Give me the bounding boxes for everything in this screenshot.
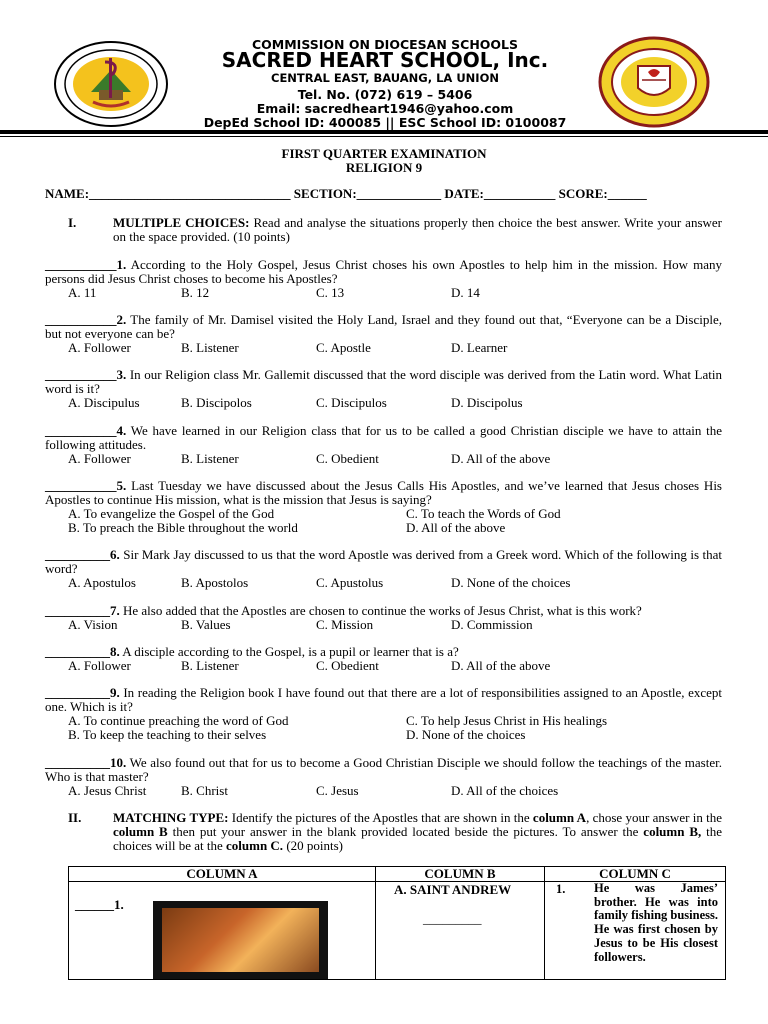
- part2-column-b-2: column B,: [643, 824, 702, 839]
- column-b-choice: A. SAINT ANDREW: [394, 882, 512, 897]
- column-c-description: He was James’ brother. He was into family fishing business. He was first chosen by Jesus to be His closest followers.: [594, 881, 718, 964]
- part2-column-a: column A: [532, 810, 587, 825]
- option-a: A. Follower: [68, 340, 131, 355]
- option-c: C. To teach the Words of God: [406, 506, 561, 521]
- option-c: C. Discipulos: [316, 395, 387, 410]
- question-stem: [45, 313, 722, 341]
- option-c: C. Mission: [316, 617, 374, 632]
- option-d: D. Learner: [451, 340, 508, 355]
- question-number: 7.: [110, 603, 120, 618]
- school-address: CENTRAL EAST, BAUANG, LA UNION: [271, 71, 499, 85]
- apostle-painting-image: [162, 908, 319, 972]
- question-text: We have learned in our Religion class that for us to be called a good Christian disciple we have to attain the following attitudes.: [45, 423, 722, 452]
- options-row: [45, 784, 722, 798]
- question-10: [45, 756, 722, 798]
- answer-blank[interactable]: ___________: [45, 312, 117, 327]
- column-c-header: COLUMN C: [599, 866, 671, 881]
- column-b-blank[interactable]: _________: [423, 911, 482, 926]
- option-a: A. 11: [68, 285, 97, 300]
- option-d: D. All of the above: [451, 451, 551, 466]
- question-text: We also found out that for us to become a Good Christian Disciple we should follow the teachings of the master. Who is that master?: [45, 755, 722, 784]
- school-header: [0, 0, 768, 138]
- header-rule-thick: [0, 130, 768, 134]
- question-7: [45, 604, 722, 632]
- question-number: 1.: [116, 257, 127, 272]
- options-row: [45, 286, 722, 300]
- part2-body-2: , chose your answer in the: [586, 810, 722, 825]
- answer-blank[interactable]: __________: [45, 755, 110, 770]
- column-b-header: COLUMN B: [424, 866, 496, 881]
- option-b: B. Apostolos: [181, 575, 249, 590]
- answer-blank[interactable]: __________: [45, 547, 110, 562]
- option-d: D. All of the choices: [451, 783, 559, 798]
- column-a-header: COLUMN A: [186, 866, 258, 881]
- question-2: [45, 313, 722, 355]
- question-4: [45, 424, 722, 466]
- question-number: 6.: [110, 547, 120, 562]
- question-stem: [45, 686, 722, 714]
- question-stem: [45, 756, 722, 784]
- header-rule-thin: [0, 136, 768, 137]
- option-b: B. Listener: [181, 658, 239, 673]
- option-b: B. Listener: [181, 340, 239, 355]
- option-c: C. 13: [316, 285, 345, 300]
- option-a: A. Follower: [68, 658, 131, 673]
- option-a: A. Apostulos: [68, 575, 136, 590]
- answer-blank[interactable]: __________: [45, 644, 110, 659]
- question-number: 5.: [116, 478, 127, 493]
- option-a: A. Jesus Christ: [68, 783, 147, 798]
- commission-heading: COMMISSION ON DIOCESAN SCHOOLS: [251, 37, 518, 52]
- option-d: D. None of the choices: [406, 727, 526, 742]
- option-c: C. Obedient: [316, 451, 379, 466]
- question-number: 2.: [116, 312, 127, 327]
- options-row: [45, 714, 722, 728]
- matching-table: [68, 866, 726, 980]
- option-a: A. Vision: [68, 617, 118, 632]
- option-b: B. Listener: [181, 451, 239, 466]
- question-6: [45, 548, 722, 590]
- question-3: [45, 368, 722, 410]
- option-b: B. To keep the teaching to their selves: [68, 727, 267, 742]
- option-d: D. All of the above: [451, 658, 551, 673]
- option-b: B. Values: [181, 617, 231, 632]
- part2-numeral: II.: [68, 810, 82, 825]
- part1-text: [113, 216, 722, 244]
- student-info-fields[interactable]: NAME:_______________________________ SECTION:_____________ DATE:___________ SCORE:______: [45, 186, 647, 201]
- question-text: According to the Holy Gospel, Jesus Christ choses his own Apostles to help him in the mission. How many persons did Jesus Christ choses to become his Apostles?: [45, 257, 722, 286]
- part2-text: [113, 811, 722, 853]
- school-telephone: Tel. No. (072) 619 – 5406: [297, 87, 473, 102]
- question-text: Sir Mark Jay discussed to us that the word Apostle was derived from a Greek word. Which of the following is that word?: [45, 547, 722, 576]
- option-b: B. Christ: [181, 783, 228, 798]
- answer-blank[interactable]: ___________: [45, 478, 117, 493]
- question-5: [45, 479, 722, 535]
- option-d: D. None of the choices: [451, 575, 571, 590]
- question-9: [45, 686, 722, 742]
- options-row: [45, 576, 722, 590]
- option-c: C. Apustolus: [316, 575, 384, 590]
- table-divider-ab: [375, 867, 376, 979]
- option-c: C. Obedient: [316, 658, 379, 673]
- options-row: [45, 452, 722, 466]
- question-text: In our Religion class Mr. Gallemit discussed that the word disciple was derived from the Latin word. What Latin word is it?: [45, 367, 722, 396]
- table-divider-bc: [544, 867, 545, 979]
- option-d: D. All of the above: [406, 520, 506, 535]
- option-c: C. To help Jesus Christ in His healings: [406, 713, 608, 728]
- option-b: B. 12: [181, 285, 210, 300]
- question-stem: [45, 479, 722, 507]
- part2-column-b: column B: [113, 824, 168, 839]
- option-d: D. 14: [451, 285, 480, 300]
- options-row: [45, 341, 722, 355]
- answer-blank[interactable]: ___________: [45, 367, 117, 382]
- part2-body-3: then put your answer in the blank provided located beside the pictures. To answer the: [167, 824, 644, 839]
- exam-title: FIRST QUARTER EXAMINATION: [281, 146, 487, 161]
- exam-subject: RELIGION 9: [345, 160, 423, 175]
- school-ids: DepEd School ID: 400085 || ESC School ID: 0100087: [203, 115, 567, 130]
- question-1: [45, 258, 722, 300]
- question-stem: [45, 645, 722, 659]
- question-number: 9.: [110, 685, 120, 700]
- question-number: 8.: [110, 644, 120, 659]
- options-row: [45, 521, 722, 535]
- part1-body: Read and analyse the situations properly then choice the best answer. Write your answer on the space provided. (10 points): [113, 215, 722, 244]
- question-text: He also added that the Apostles are chosen to continue the works of Jesus Christ, what is this work?: [119, 603, 642, 618]
- option-a: A. To evangelize the Gospel of the God: [68, 506, 275, 521]
- part2-column-c: column C.: [226, 838, 284, 853]
- part2-body-4: the choices will be at the: [113, 824, 723, 853]
- option-b: B. To preach the Bible throughout the world: [68, 520, 298, 535]
- answer-blank[interactable]: __________: [45, 685, 110, 700]
- option-b: B. Discipolos: [181, 395, 252, 410]
- question-stem: [45, 258, 722, 286]
- question-stem: [45, 424, 722, 452]
- apostle-painting: [153, 901, 328, 979]
- question-8: [45, 645, 722, 673]
- question-text: In reading the Religion book I have found out that there are a lot of responsibilities assigned to an Apostle, except one. Which is it?: [45, 685, 722, 714]
- question-text: Last Tuesday we have discussed about the Jesus Calls His Apostles, and we’ve learned that Jesus choses His Apostles to continue His mission, what is the mission that Jesus is saying?: [45, 478, 722, 507]
- question-number: 3.: [116, 367, 127, 382]
- option-d: D. Discipolus: [451, 395, 523, 410]
- question-stem: [45, 548, 722, 576]
- option-c: C. Jesus: [316, 783, 359, 798]
- question-text: The family of Mr. Damisel visited the Holy Land, Israel and they found out that, “Everyone can be a Disciple, but not everyone can be?: [45, 312, 722, 341]
- part2-body-5: (20 points): [283, 838, 344, 853]
- answer-blank[interactable]: ___________: [45, 257, 117, 272]
- options-row: [45, 507, 722, 521]
- question-number: 10.: [110, 755, 127, 770]
- option-a: A. Discipulus: [68, 395, 140, 410]
- option-a: A. Follower: [68, 451, 131, 466]
- question-number: 4.: [116, 423, 127, 438]
- part2-heading: MATCHING TYPE:: [113, 810, 229, 825]
- part2-body-1: Identify the pictures of the Apostles that are shown in the: [228, 810, 533, 825]
- school-name: SACRED HEART SCHOOL, Inc.: [221, 48, 549, 72]
- answer-blank[interactable]: ___________: [45, 423, 117, 438]
- options-row: [45, 618, 722, 632]
- part1-numeral: I.: [68, 215, 77, 230]
- option-d: D. Commission: [451, 617, 533, 632]
- part1-heading: MULTIPLE CHOICES:: [113, 215, 250, 230]
- question-stem: [45, 604, 722, 618]
- options-row: [45, 396, 722, 410]
- question-stem: [45, 368, 722, 396]
- option-a: A. To continue preaching the word of God: [68, 713, 289, 728]
- column-a-answer-blank[interactable]: ______1.: [75, 897, 124, 912]
- question-text: A disciple according to the Gospel, is a pupil or learner that is a?: [119, 644, 459, 659]
- options-row: [45, 659, 722, 673]
- column-c-number: 1.: [556, 882, 566, 896]
- options-row: [45, 728, 722, 742]
- answer-blank[interactable]: __________: [45, 603, 110, 618]
- school-email: Email: sacredheart1946@yahoo.com: [256, 101, 514, 116]
- option-c: C. Apostle: [316, 340, 371, 355]
